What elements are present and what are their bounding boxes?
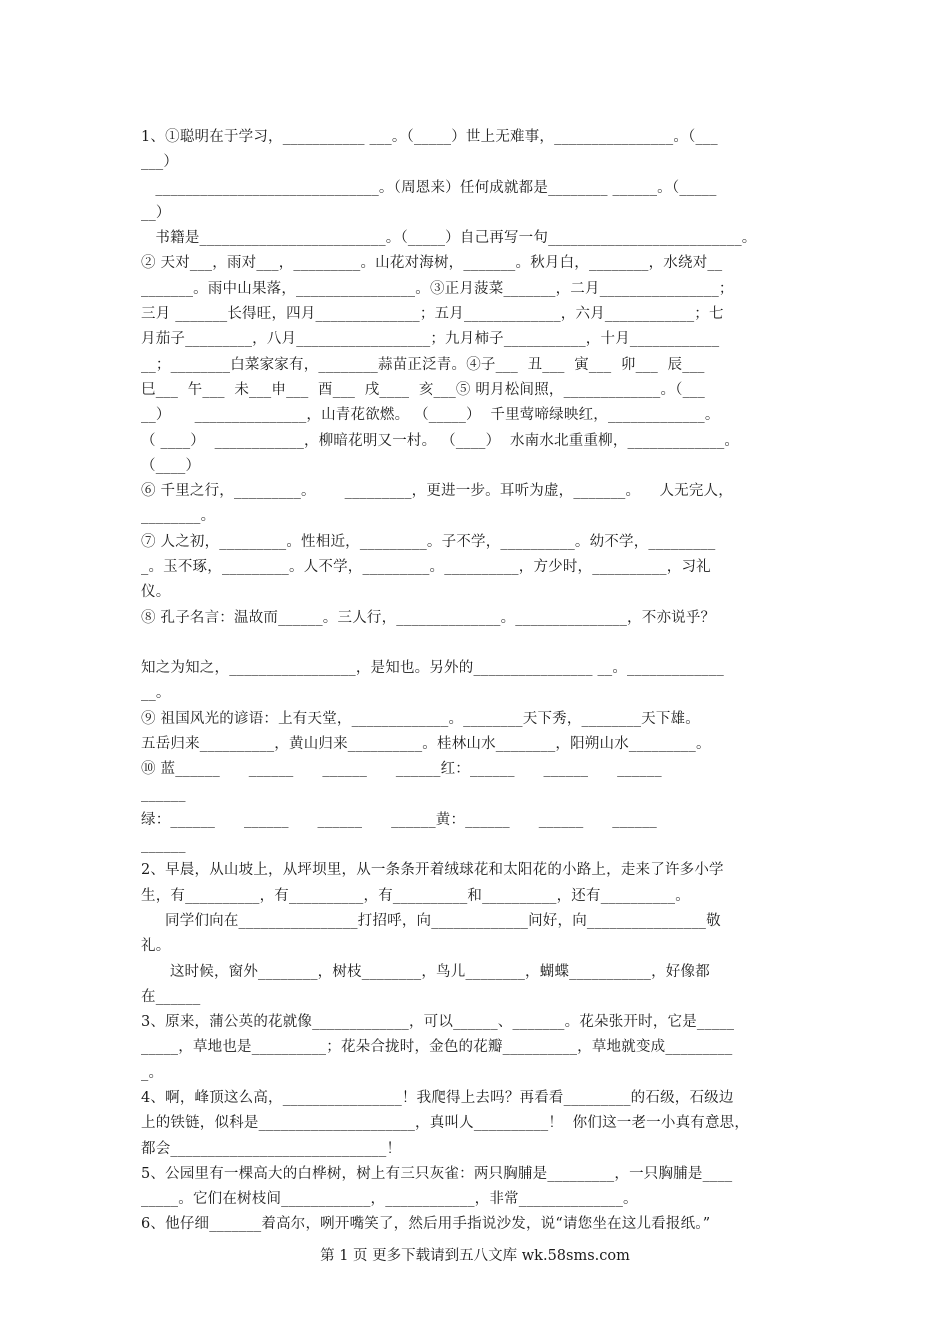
text-line: _____，草地也是__________；花朵合拢时，金色的花瓣__________，草地就变成_________: [141, 1039, 733, 1056]
text-line: 这时候，窗外________，树枝________，鸟儿________，蝴蝶___________，好像都: [141, 963, 710, 980]
text-line: ⑨ 祖国风光的谚语：上有天堂，_____________。________天下秀，________天下雄。: [141, 710, 700, 727]
text-line: 3、原来，蒲公英的花就像_____________，可以______、_______。花朵张开时，它是_____: [141, 1014, 735, 1031]
text-line: 五岳归来__________，黄山归来__________。桂林山水________，阳朔山水_________。: [141, 735, 711, 752]
text-line: ______: [141, 837, 186, 854]
text-line: 上的铁链，似科是_____________________，真叫人__________！ 你们这一老一小真有意思，: [141, 1115, 750, 1132]
text-line: __） _______________，山青花欲燃。 （_____） 千里莺啼绿映红，_____________。: [141, 407, 720, 424]
text-line: 5、公园里有一棵高大的白桦树，树上有三只灰雀：两只胸脯是_________，一只胸脯是____: [141, 1165, 733, 1182]
text-line: ______: [141, 786, 186, 803]
text-line: ________。: [141, 508, 216, 525]
text-line: 绿：______ ______ ______ ______黄：______ ______ ______: [141, 811, 657, 828]
text-line: ⑩ 蓝______ ______ ______ ______红：______ ______ ______: [141, 761, 662, 778]
text-line: 书籍是_________________________。（_____）自己再写一句__________________________。: [141, 230, 757, 247]
text-line: _。玉不琢，_________。人不学，_________。__________，方少时，__________，习礼: [141, 559, 711, 576]
text-line: __。: [141, 685, 171, 702]
text-line: 仪。: [141, 584, 171, 601]
blank-line: [141, 631, 831, 656]
text-line: 礼。: [141, 938, 171, 955]
text-line: 都会_____________________________！: [141, 1140, 402, 1157]
text-line: ⑧ 孔子名言：温故而______。三人行，______________。_______________，不亦说乎？: [141, 609, 716, 626]
text-line: 4、啊，峰顶这么高，________________！我爬得上去吗？再看看_________的石级，石级边: [141, 1089, 734, 1106]
text-line: ⑦ 人之初，_________。性相近，_________。子不学，__________。幼不学，_________: [141, 533, 716, 550]
text-line: 2、早晨，从山坡上，从坪坝里，从一条条开着绒球花和太阳花的小路上，走来了许多小学: [141, 862, 724, 879]
text-line: （ ____） ____________，柳暗花明又一村。 （____） 水南水北重重柳，_____________。: [141, 432, 740, 449]
page-footer: 第 1 页 更多下载请到五八文库 wk.58sms.com: [320, 1248, 630, 1264]
text-line: 同学们向在________________打招呼，向_____________问好，向________________敬: [141, 912, 721, 929]
text-line: 三月 _______长得旺，四月______________；五月_____________，六月____________；七: [141, 306, 724, 323]
text-line: （____）: [141, 457, 201, 474]
worksheet-body: [141, 125, 831, 1238]
text-line: _。: [141, 1064, 164, 1081]
text-line: 月茄子_________，八月__________________；九月柿子___________，十月____________: [141, 331, 720, 348]
text-line: 6、他仔细_______着高尔，咧开嘴笑了，然后用手指说沙发，说“请您坐在这儿看报纸。”: [141, 1216, 711, 1233]
text-line: ⑥ 千里之行，_________。 _________，更进一步。耳听为虚，_______。 人无完人，: [141, 483, 733, 500]
text-line: _______。雨中山果落，________________。③正月菠菜_______，二月________________；: [141, 280, 734, 297]
text-line: 1、①聪明在于学习，___________ ___。（_____）世上无难事，________________。（___: [141, 129, 718, 145]
text-line: __）: [141, 204, 171, 221]
text-line: _____。它们在树枝间____________，____________，非常______________。: [141, 1191, 638, 1208]
text-line: __；________白菜家家有，________蒜苗正泛青。④子___ 丑___ 寅___ 卯___ 辰___: [141, 356, 705, 373]
text-line: ② 天对___，雨对___，_________。山花对海树，_______。秋月白，________，水绕对__: [141, 255, 723, 272]
text-line: 生，有__________，有__________，有__________和__________，还有__________。: [141, 887, 690, 904]
text-line: 在______: [141, 988, 201, 1005]
text-line: ___）: [141, 154, 179, 171]
text-line: ______________________________。（周恩来）任何成就都是________ ______。（_____: [141, 179, 717, 196]
text-line: 知之为知之，_________________，是知也。另外的________________ __。_____________: [141, 659, 724, 676]
text-line: 巳___ 午___ 未___申___ 酉___ 戌____ 亥___⑤ 明月松间照，_____________。（___: [141, 381, 705, 398]
